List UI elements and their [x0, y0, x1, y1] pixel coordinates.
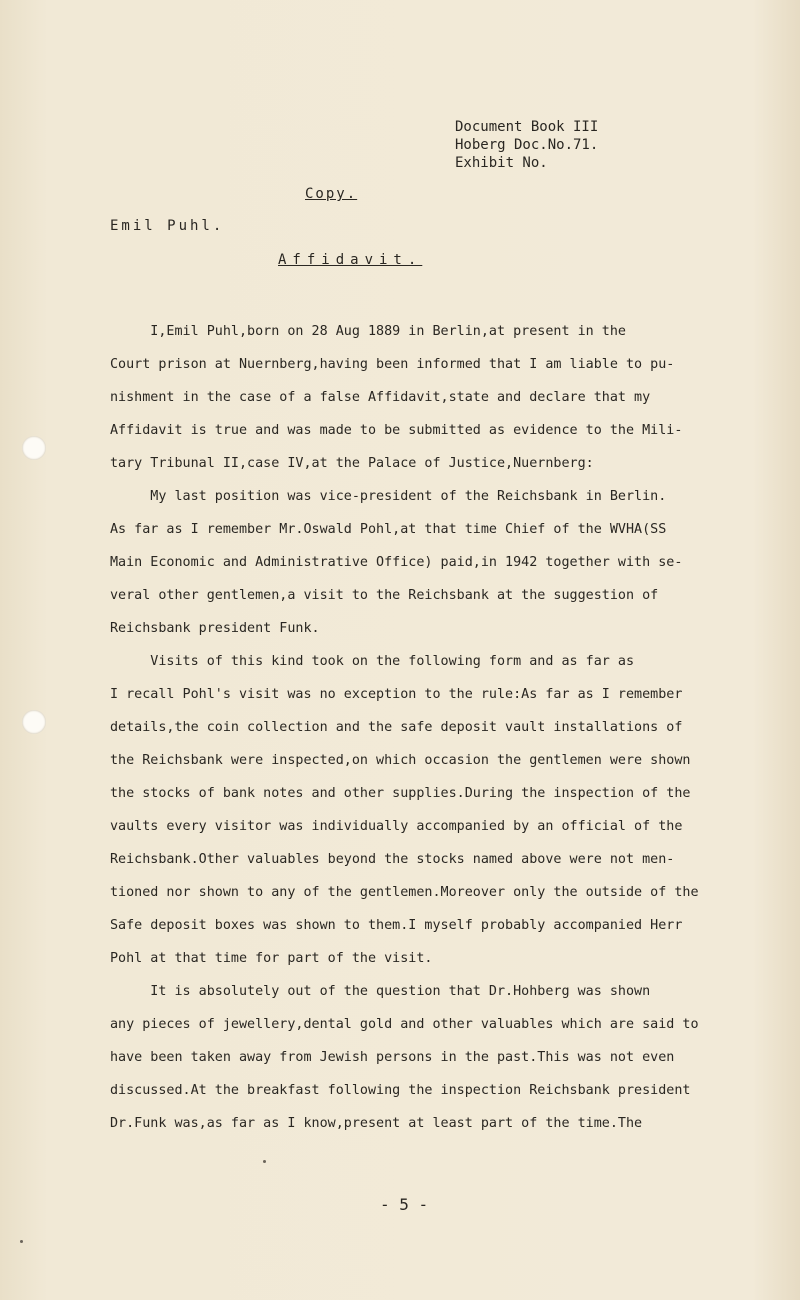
paper-speck: [263, 1160, 266, 1163]
punch-hole-top: [22, 436, 46, 460]
paragraph-hohberg: It is absolutely out of the question that Dr.Hohberg was shown any pieces of jewellery,dental gold and other valuables which are said to have been taken away from Jewish persons in the past.This was not even discussed.At the breakfast following the inspection Reichsbank president Dr.Funk was,as far as I know,present at least part of the time.The: [110, 984, 699, 1131]
affidavit-title: Affidavit.: [278, 252, 423, 268]
person-name: Emil Puhl.: [110, 218, 225, 234]
paragraph-oath: I,Emil Puhl,born on 28 Aug 1889 in Berlin,at present in the Court prison at Nuernberg,having been informed that I am liable to pu- nishment in the case of a false Affidavit,state and declare that my Affidavit is true and was made to be submitted as evidence to the Mili- tary Tribunal II,case IV,at the Palace of Justice,Nuernberg:: [110, 324, 683, 471]
paper-speck: [20, 1240, 23, 1243]
page-number: - 5 -: [380, 1195, 429, 1214]
copy-label: Copy.: [305, 186, 358, 202]
affidavit-body: [110, 282, 740, 1140]
header-doc-number: Hoberg Doc.No.71.: [455, 137, 599, 153]
punch-hole-bottom: [22, 710, 46, 734]
header-document-book: Document Book III: [455, 119, 599, 135]
paragraph-visits: Visits of this kind took on the following form and as far as I recall Pohl's visit was no exception to the rule:As far as I remember details,the coin collection and the safe deposit vault installations of the Reichsbank were inspected,on which occasion the gentlemen were shown the stocks of bank notes and other supplies.During the inspection of the vaults every visitor was individually accompanied by an official of the Reichsbank.Other valuables beyond the stocks named above were not men- tioned nor shown to any of the gentlemen.Moreover only the outside of the Safe deposit boxes was shown to them.I myself probably accompanied Herr Pohl at that time for part of the visit.: [110, 654, 699, 966]
document-header: [455, 118, 598, 172]
header-exhibit-number: Exhibit No.: [455, 155, 548, 171]
paragraph-position: My last position was vice-president of the Reichsbank in Berlin. As far as I remember Mr.Oswald Pohl,at that time Chief of the WVHA(SS Main Economic and Administrative Office) paid,in 1942 together with se- veral other gentlemen,a visit to the Reichsbank at the suggestion of Reichsbank president Funk.: [110, 489, 683, 636]
